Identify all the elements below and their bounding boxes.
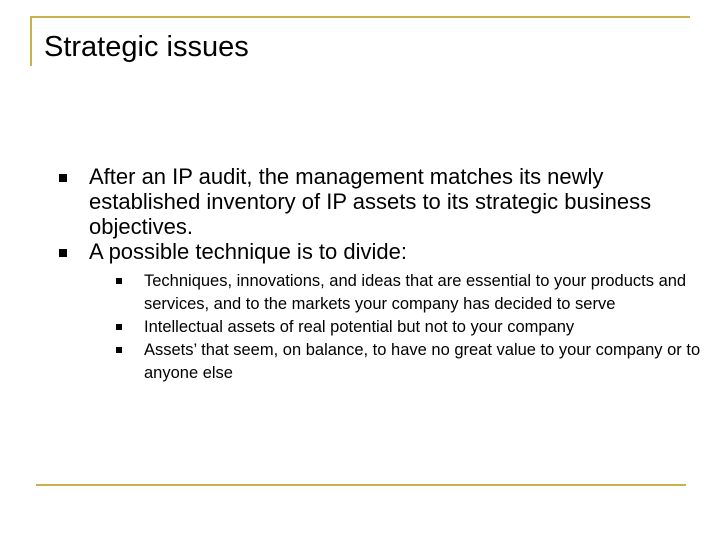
bullet-text: After an IP audit, the management matches its newly established inventory of IP assets to its strategic business objectives. — [89, 164, 652, 239]
square-bullet-icon — [116, 278, 122, 284]
bullet-text: A possible technique is to divide: — [89, 239, 407, 264]
sub-bullet-item — [144, 270, 704, 316]
title-frame-top-rule — [30, 16, 690, 18]
square-bullet-icon — [59, 249, 67, 257]
square-bullet-icon — [116, 324, 122, 330]
sub-bullet-text: Assets’ that seem, on balance, to have no great value to your company or to anyone else — [144, 341, 701, 382]
square-bullet-icon — [59, 174, 67, 182]
sub-bullet-list — [0, 270, 720, 385]
slide-body — [0, 164, 720, 385]
bullet-item — [89, 239, 669, 264]
sub-bullet-item — [144, 316, 704, 339]
bullet-item — [89, 164, 669, 239]
slide-title: Strategic issues — [44, 31, 249, 63]
sub-bullet-text: Intellectual assets of real potential but not to your company — [144, 318, 575, 336]
title-frame-left-rule — [30, 16, 32, 66]
square-bullet-icon — [116, 347, 122, 353]
footer-rule — [36, 484, 686, 486]
sub-bullet-item — [144, 339, 704, 385]
sub-bullet-text: Techniques, innovations, and ideas that are essential to your products and services, and to the markets your company has decided to serve — [144, 272, 687, 313]
